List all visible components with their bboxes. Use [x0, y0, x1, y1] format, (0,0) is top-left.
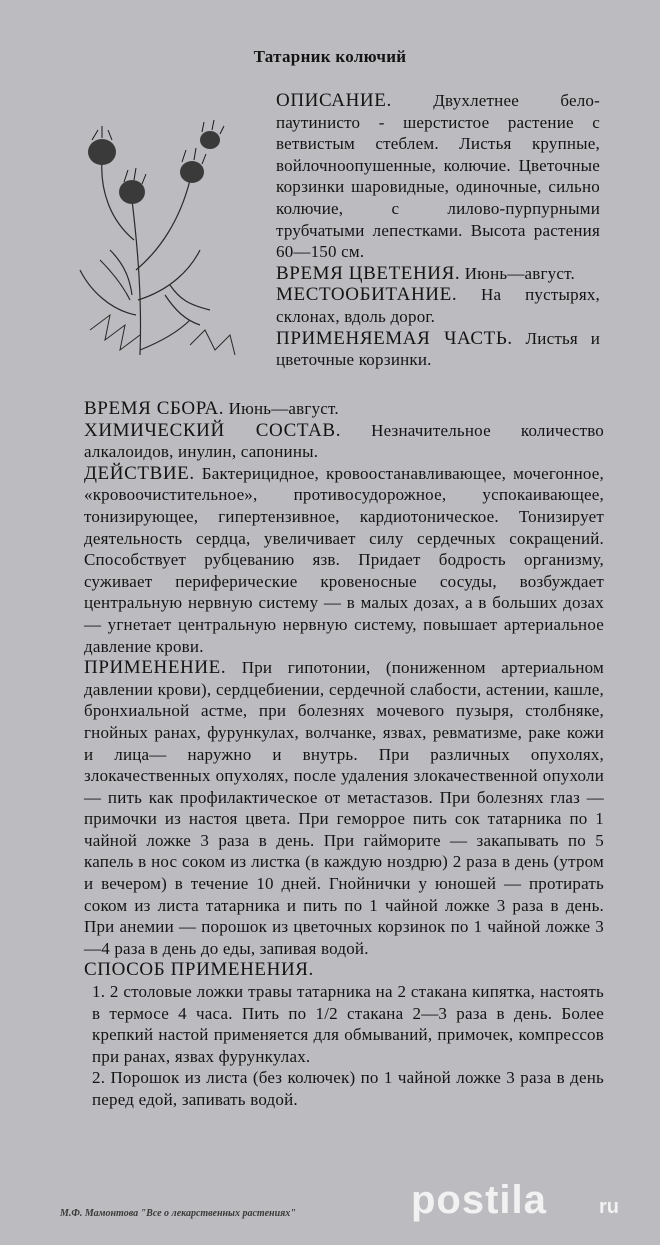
habitat-heading: МЕСТООБИТАНИЕ.: [276, 284, 458, 306]
part-text: Листья и цветочные корзинки.: [276, 328, 601, 370]
logo-sub: ru: [599, 1196, 619, 1218]
action-text: Бактерицидное, кровоостанавливающее, мочегонное, «кровоочистительное», противосудорожное, успокаивающее, тонизирующее, гипертензивное, кардиотоническое. Тонизирует деятельность сердца, увеличивает силу сердечных сокращений. Способствует рубцеванию язв. Придает бодрость организму, суживает периферические кровеносные сосуды, возбуждает центральную нервную систему — в малых дозах, а в больших дозах — угнетает центральную нервную систему, повышает артериальное давление крови.: [84, 463, 604, 656]
main-column: [84, 398, 604, 1111]
page-title: Татарник колючий: [253, 47, 407, 66]
logo-main: postila: [411, 1178, 547, 1222]
top-column: [276, 90, 600, 371]
watermark-logo: [411, 1178, 656, 1238]
source-caption: М.Ф. Мамонтова "Все о лекарственных растениях": [60, 1208, 296, 1219]
description-text: Двухлетнее бело-паутинисто - шерстистое растение с ветвистым стеблем. Листья крупные, войлочноопушенные, колючие. Цветочные корзинки шаровидные, одиночные, сильно колючие, с лилово-пурпурными трубчатыми лепестками. Высота растения 60—150 см.: [276, 91, 600, 262]
flowering-heading: ВРЕМЯ ЦВЕТЕНИЯ.: [276, 262, 461, 284]
flowering-text: Июнь—август.: [464, 263, 575, 283]
method-step-2: 2. Порошок из листа (без колючек) по 1 чайной ложке 3 раза в день перед едой, запивать водой.: [92, 1068, 604, 1109]
collection-text: Июнь—август.: [228, 399, 339, 418]
collection-heading: ВРЕМЯ СБОРА.: [84, 398, 225, 419]
description-heading: ОПИСАНИЕ.: [276, 90, 392, 111]
part-heading: ПРИМЕНЯЕМАЯ ЧАСТЬ.: [276, 327, 513, 349]
chem-text: Незначительное количество алкалоидов, инулин, сапонины.: [84, 420, 605, 462]
use-heading: ПРИМЕНЕНИЕ.: [84, 657, 227, 679]
use-text: При гипотонии, (пониженном артериальном давлении крови), сердцебиении, сердечной слабости, астении, кашле, бронхиальной астме, при болезнях мочевого пузыря, столбняке, гнойных ранах, фурункулах, волчанке, язвах, ревматизме, раке кожи и лица— наружно и внутрь. При различных опухолях, злокачественных опухолях, после удаления злокачественной опухоли — пить как профилактическое от метастазов. При болезнях глаз — примочки из настоя цвета. При геморрое пить сок татарника по 1 чайной ложке 3 раза в день. При гайморите — закапывать по 5 капель в нос соком из листка (в каждую ноздрю) 2 раза в день (утром и вечером) в течение 10 дней. Гнойнички у юношей — протирать соком из листа татарника и пить по 1 чайной ложке 3 раза в день. При анемии — порошок из цветочных корзинок по 1 чайной ложке 3—4 раза в день до еды, запивая водой.: [84, 658, 605, 958]
chem-heading: ХИМИЧЕСКИЙ СОСТАВ.: [84, 419, 342, 441]
habitat-text: На пустырях, склонах, вдоль дорог.: [276, 285, 600, 326]
method-heading: СПОСОБ ПРИМЕНЕНИЯ.: [84, 959, 314, 981]
method-step-1: 1. 2 столовые ложки травы татарника на 2 стакана кипятка, настоять в термосе 4 часа. Пить по 1/2 стакана 2—3 раза в день. Более крепкий настой применяется для обмываний, примочек, компрессов при ранах, язвах фурункулах.: [92, 982, 604, 1066]
action-heading: ДЕЙСТВИЕ.: [84, 462, 195, 484]
thistle-illustration: [70, 100, 255, 365]
